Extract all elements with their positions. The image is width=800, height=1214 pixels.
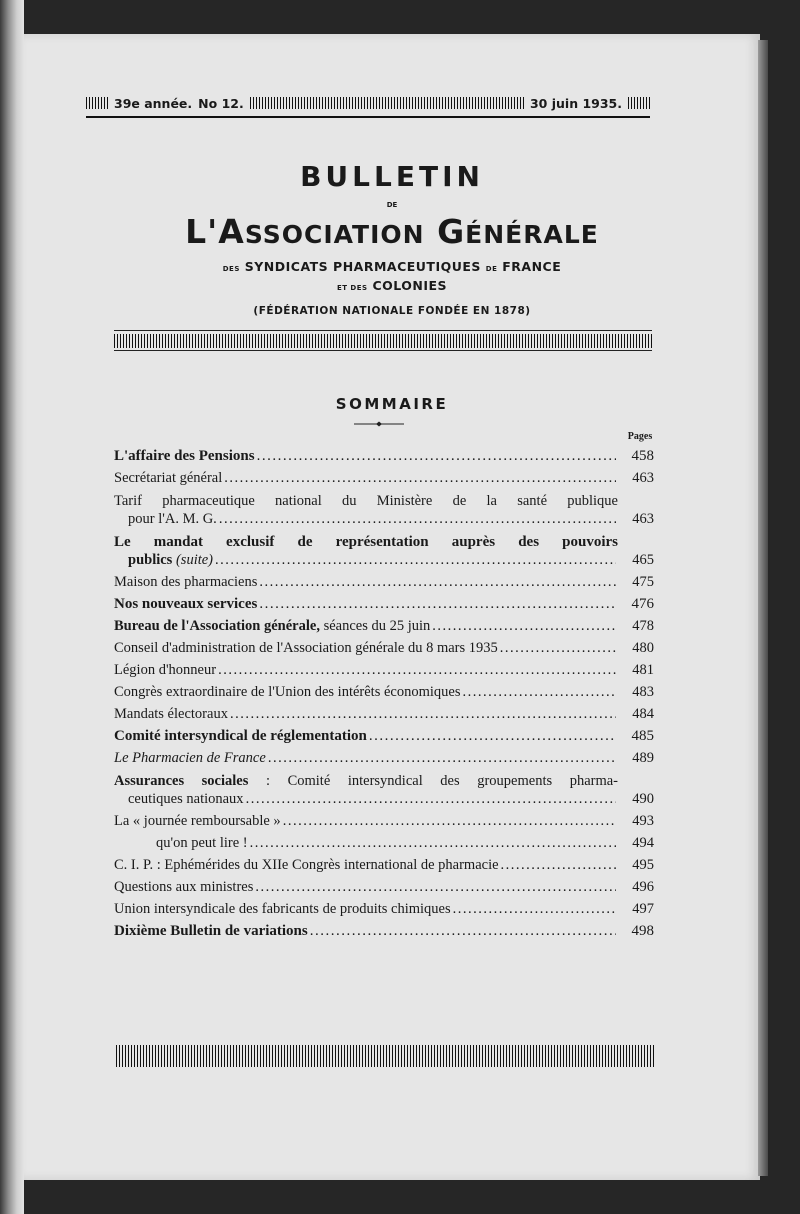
- decorative-hatch: [86, 97, 108, 109]
- toc-entry: Bureau de l'Association générale, séances du 25 juin ..... 478: [114, 618, 654, 635]
- table-of-contents: [114, 448, 654, 945]
- toc-entry: Maison des pharmaciens ..... 475: [114, 574, 654, 591]
- toc-entry: C. I. P. : Ephémérides du XIIe Congrès international de pharmacie ..... 495: [114, 857, 654, 874]
- decorative-band: [116, 1045, 656, 1067]
- masthead-association: L'ASSOCIATION GÉNÉRALE: [185, 212, 599, 251]
- toc-entry: L'affaire des Pensions ..... 458: [114, 448, 654, 465]
- toc-entry: Tarif pharmaceutique national du Ministère de la santé publique pour l'A. M. G. ..... 463: [114, 492, 654, 528]
- toc-entry: La « journée remboursable » ..... 493: [114, 813, 654, 830]
- decorative-hatch: [628, 97, 650, 109]
- masthead-colonies: ET DES COLONIES: [336, 278, 448, 293]
- masthead-syndicats: DES SYNDICATS PHARMACEUTIQUES DE FRANCE: [222, 259, 562, 274]
- pages-label: Pages: [627, 431, 653, 442]
- header-rule: [86, 116, 650, 118]
- toc-entry: Comité intersyndical de réglementation ..... 485: [114, 728, 654, 745]
- toc-entry: Nos nouveaux services ..... 476: [114, 596, 654, 613]
- book-spine: [0, 0, 24, 1214]
- toc-entry: Congrès extraordinaire de l'Union des intérêts économiques ..... 483: [114, 684, 654, 701]
- issue-date: 30 juin 1935.: [529, 95, 622, 111]
- toc-entry: Le Pharmacien de France ..... 489: [114, 750, 654, 767]
- divider-rule: [114, 330, 652, 331]
- issue-number: No 12.: [198, 95, 244, 111]
- divider-rule: [114, 350, 652, 351]
- toc-entry: qu'on peut lire ! ..... 494: [114, 835, 654, 852]
- toc-entry: Secrétariat général ..... 463: [114, 470, 654, 487]
- page-edge: [758, 40, 768, 1176]
- toc-entry: Légion d'honneur ..... 481: [114, 662, 654, 679]
- toc-entry: Le mandat exclusif de représentation auprès des pouvoirs publics (suite) ..... 465: [114, 533, 654, 569]
- toc-entry: Dixième Bulletin de variations ..... 498: [114, 923, 654, 940]
- toc-entry: Questions aux ministres ..... 496: [114, 879, 654, 896]
- decorative-hatch: [250, 97, 524, 109]
- masthead-federation: (FÉDÉRATION NATIONALE FONDÉE EN 1878): [253, 305, 531, 317]
- decorative-band: [114, 334, 652, 348]
- sommaire-title: SOMMAIRE: [335, 395, 449, 413]
- issue-header: [86, 92, 650, 114]
- masthead-bulletin: BULLETIN: [300, 160, 484, 193]
- toc-entry: Mandats électoraux ..... 484: [114, 706, 654, 723]
- toc-entry: Conseil d'administration de l'Association générale du 8 mars 1935 ..... 480: [114, 640, 654, 657]
- toc-entry: Assurances sociales : Comité intersyndical des groupements pharma- ceutiques nationaux ..... 490: [114, 772, 654, 808]
- ornament-icon: [354, 421, 404, 427]
- issue-year: 39e année.: [114, 95, 193, 111]
- masthead-de: DE: [386, 201, 398, 209]
- toc-entry: Union intersyndicale des fabricants de produits chimiques ..... 497: [114, 901, 654, 918]
